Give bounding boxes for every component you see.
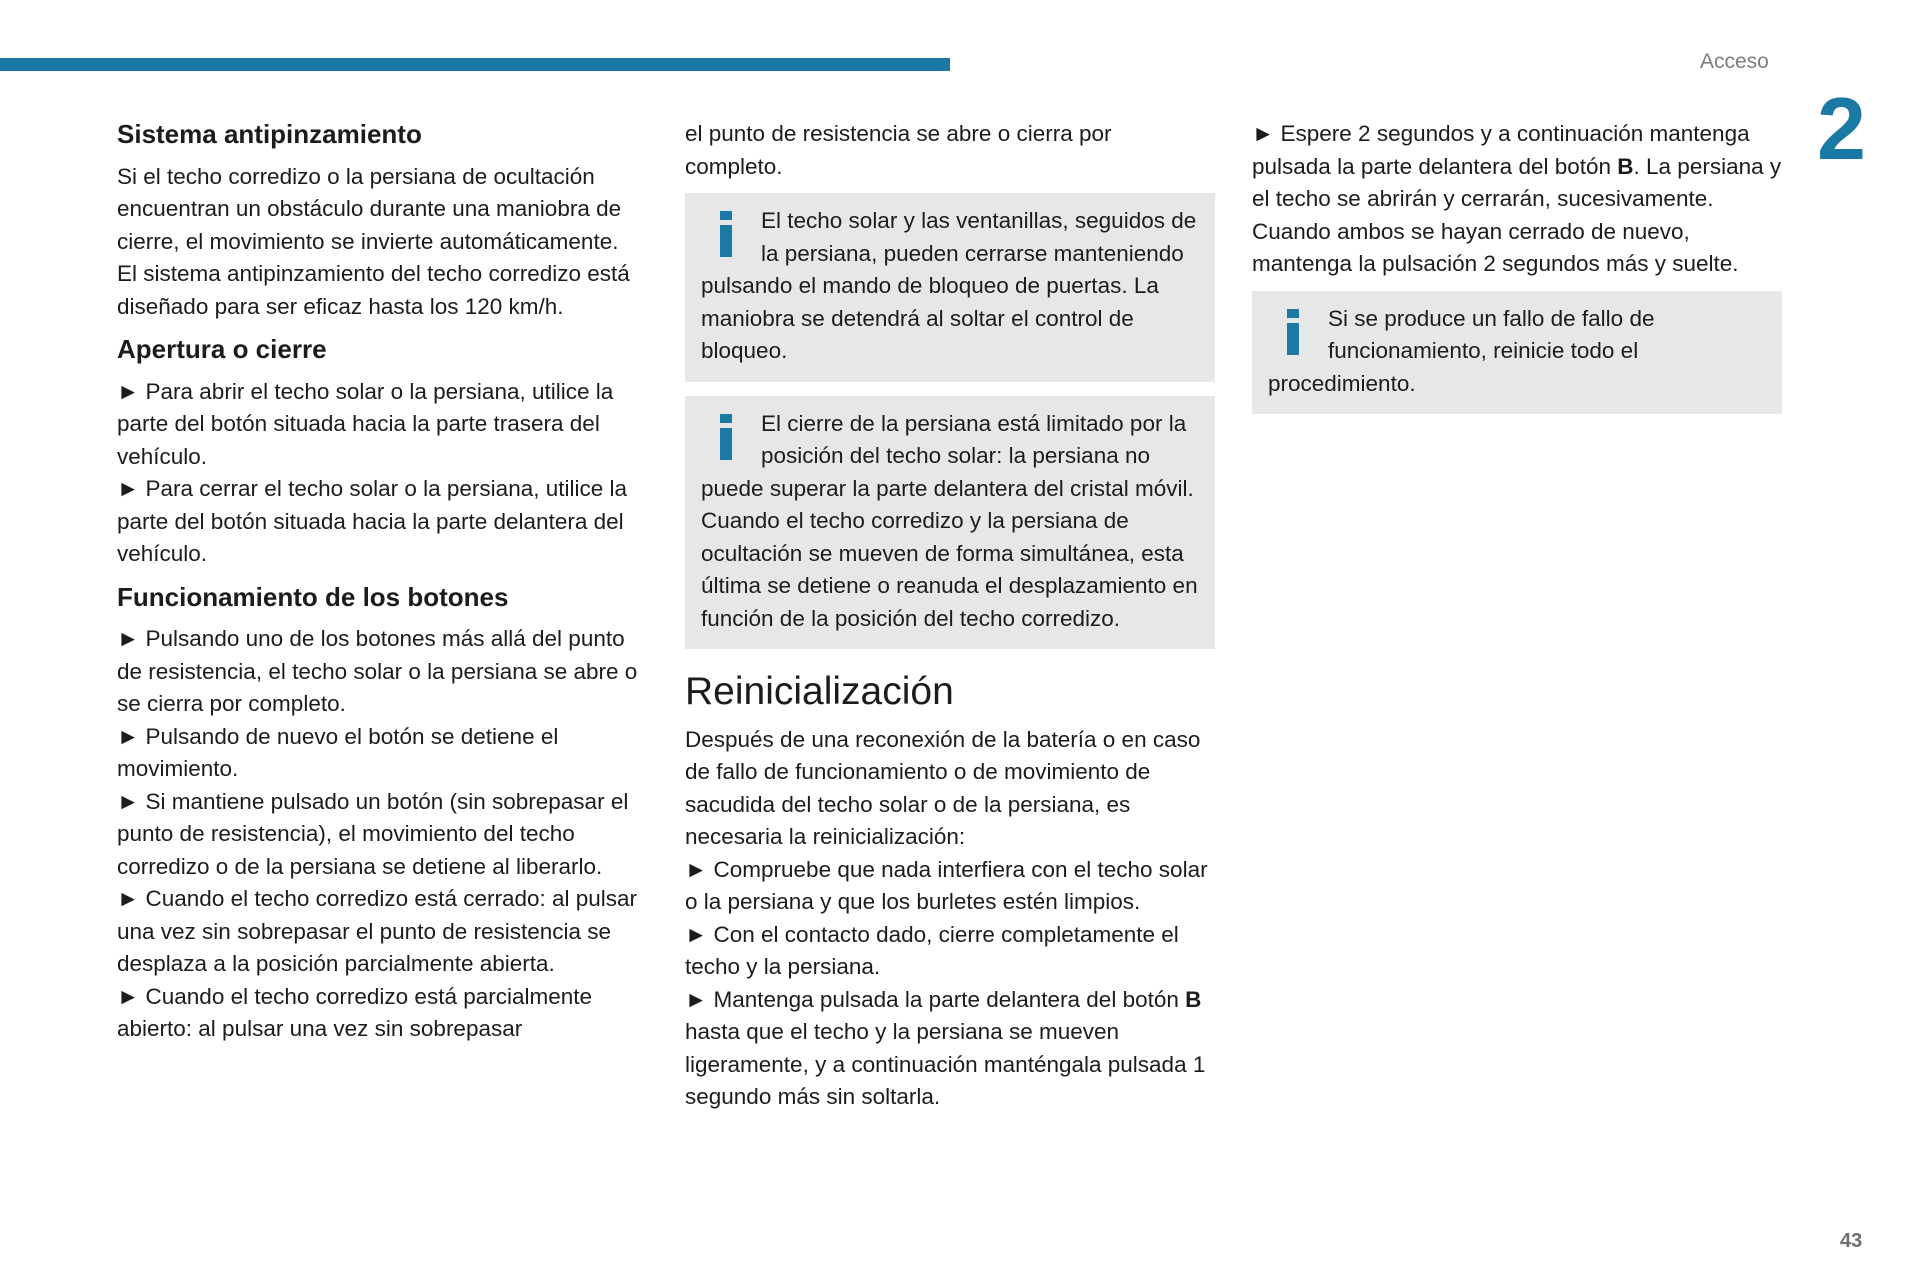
- info-icon: [713, 414, 739, 464]
- section-title: Acceso: [1700, 50, 1769, 73]
- bullet-item: ► Cuando el techo corredizo está parcialmente abierto: al pulsar una vez sin sobrepasar: [117, 983, 593, 1041]
- chapter-number: 2: [1817, 79, 1866, 178]
- info-note: [1252, 291, 1782, 415]
- bullet-item: ► Si mantiene pulsado un botón (sin sobrepasar el punto de resistencia), el movimiento del techo corredizo o de la persiana se detiene al liberarlo.: [117, 788, 629, 879]
- paragraph: Después de una reconexión de la batería o en caso de fallo de funcionamiento o de movimiento de sacudida del techo solar o de la persiana, es necesaria la reinicialización:: [685, 726, 1201, 850]
- button-reference: B: [1185, 986, 1202, 1012]
- heading-reset: Reinicialización: [685, 670, 954, 713]
- bullet-item: ► Pulsando uno de los botones más allá del punto de resistencia, el techo solar o la persiana se abre o se cierra por completo.: [117, 626, 638, 716]
- info-note-text: El cierre de la persiana está limitado por la posición del techo solar: la persiana no puede superar la parte delantera del cristal móvil. Cuando el techo corredizo y la persiana de ocultación se mueven de forma simultánea, esta última se detiene o reanuda el desplazamiento en función de la posición del techo corredizo.: [701, 410, 1198, 631]
- heading-antipinch: Sistema antipinzamiento: [117, 119, 422, 149]
- bullet-item: ► Mantenga pulsada la parte delantera del botón B hasta que el techo y la persiana se mueven ligeramente, y a continuación manténgala pulsada 1 segundo más sin soltarla.: [685, 986, 1206, 1110]
- bullet-item: ► Cuando el techo corredizo está cerrado: al pulsar una vez sin sobrepasar el punto de resistencia se desplaza a la posición parcialmente abierta.: [117, 886, 638, 976]
- info-icon: [1280, 309, 1306, 359]
- header-accent-bar: [0, 58, 950, 71]
- paragraph: El sistema antipinzamiento del techo corredizo está diseñado para ser eficaz hasta los 120 km/h.: [117, 261, 630, 319]
- heading-open-close: Apertura o cierre: [117, 334, 327, 364]
- bullet-item: ► Espere 2 segundos y a continuación mantenga pulsada la parte delantera del botón B. La persiana y el techo se abrirán y cerrarán, sucesivamente. Cuando ambos se hayan cerrado de nuevo, mantenga la pulsación 2 segundos más y suelte.: [1252, 121, 1782, 276]
- info-icon: [713, 211, 739, 261]
- info-note-text: Si se produce un fallo de fallo de funcionamiento, reinicie todo el procedimiento.: [1268, 305, 1655, 396]
- paragraph: Si el techo corredizo o la persiana de ocultación encuentran un obstáculo durante una maniobra de cierre, el movimiento se invierte automáticamente.: [117, 163, 622, 254]
- info-note: [685, 396, 1215, 650]
- bullet-item: ► Pulsando de nuevo el botón se detiene el movimiento.: [117, 723, 559, 781]
- bullet-item: ► Con el contacto dado, cierre completamente el techo y la persiana.: [685, 921, 1179, 980]
- paragraph: el punto de resistencia se abre o cierra por completo.: [685, 121, 1112, 179]
- page-number: 43: [1840, 1230, 1863, 1252]
- info-note-text: El techo solar y las ventanillas, seguidos de la persiana, pueden cerrarse manteniendo pulsando el mando de bloqueo de puertas. La maniobra se detendrá al soltar el control de bloqueo.: [701, 208, 1197, 363]
- heading-buttons: Funcionamiento de los botones: [117, 581, 509, 612]
- info-note: [685, 193, 1215, 382]
- column-2: [685, 118, 1215, 1114]
- bullet-item: ► Para abrir el techo solar o la persiana, utilice la parte del botón situada hacia la parte trasera del vehículo.: [117, 378, 614, 469]
- column-1: [117, 118, 647, 1046]
- button-reference: B: [1617, 153, 1634, 179]
- column-3: [1252, 118, 1782, 428]
- bullet-item: ► Para cerrar el techo solar o la persiana, utilice la parte del botón situada hacia la parte delantera del vehículo.: [117, 476, 628, 566]
- bullet-item: ► Compruebe que nada interfiera con el techo solar o la persiana y que los burletes estén limpios.: [685, 856, 1208, 915]
